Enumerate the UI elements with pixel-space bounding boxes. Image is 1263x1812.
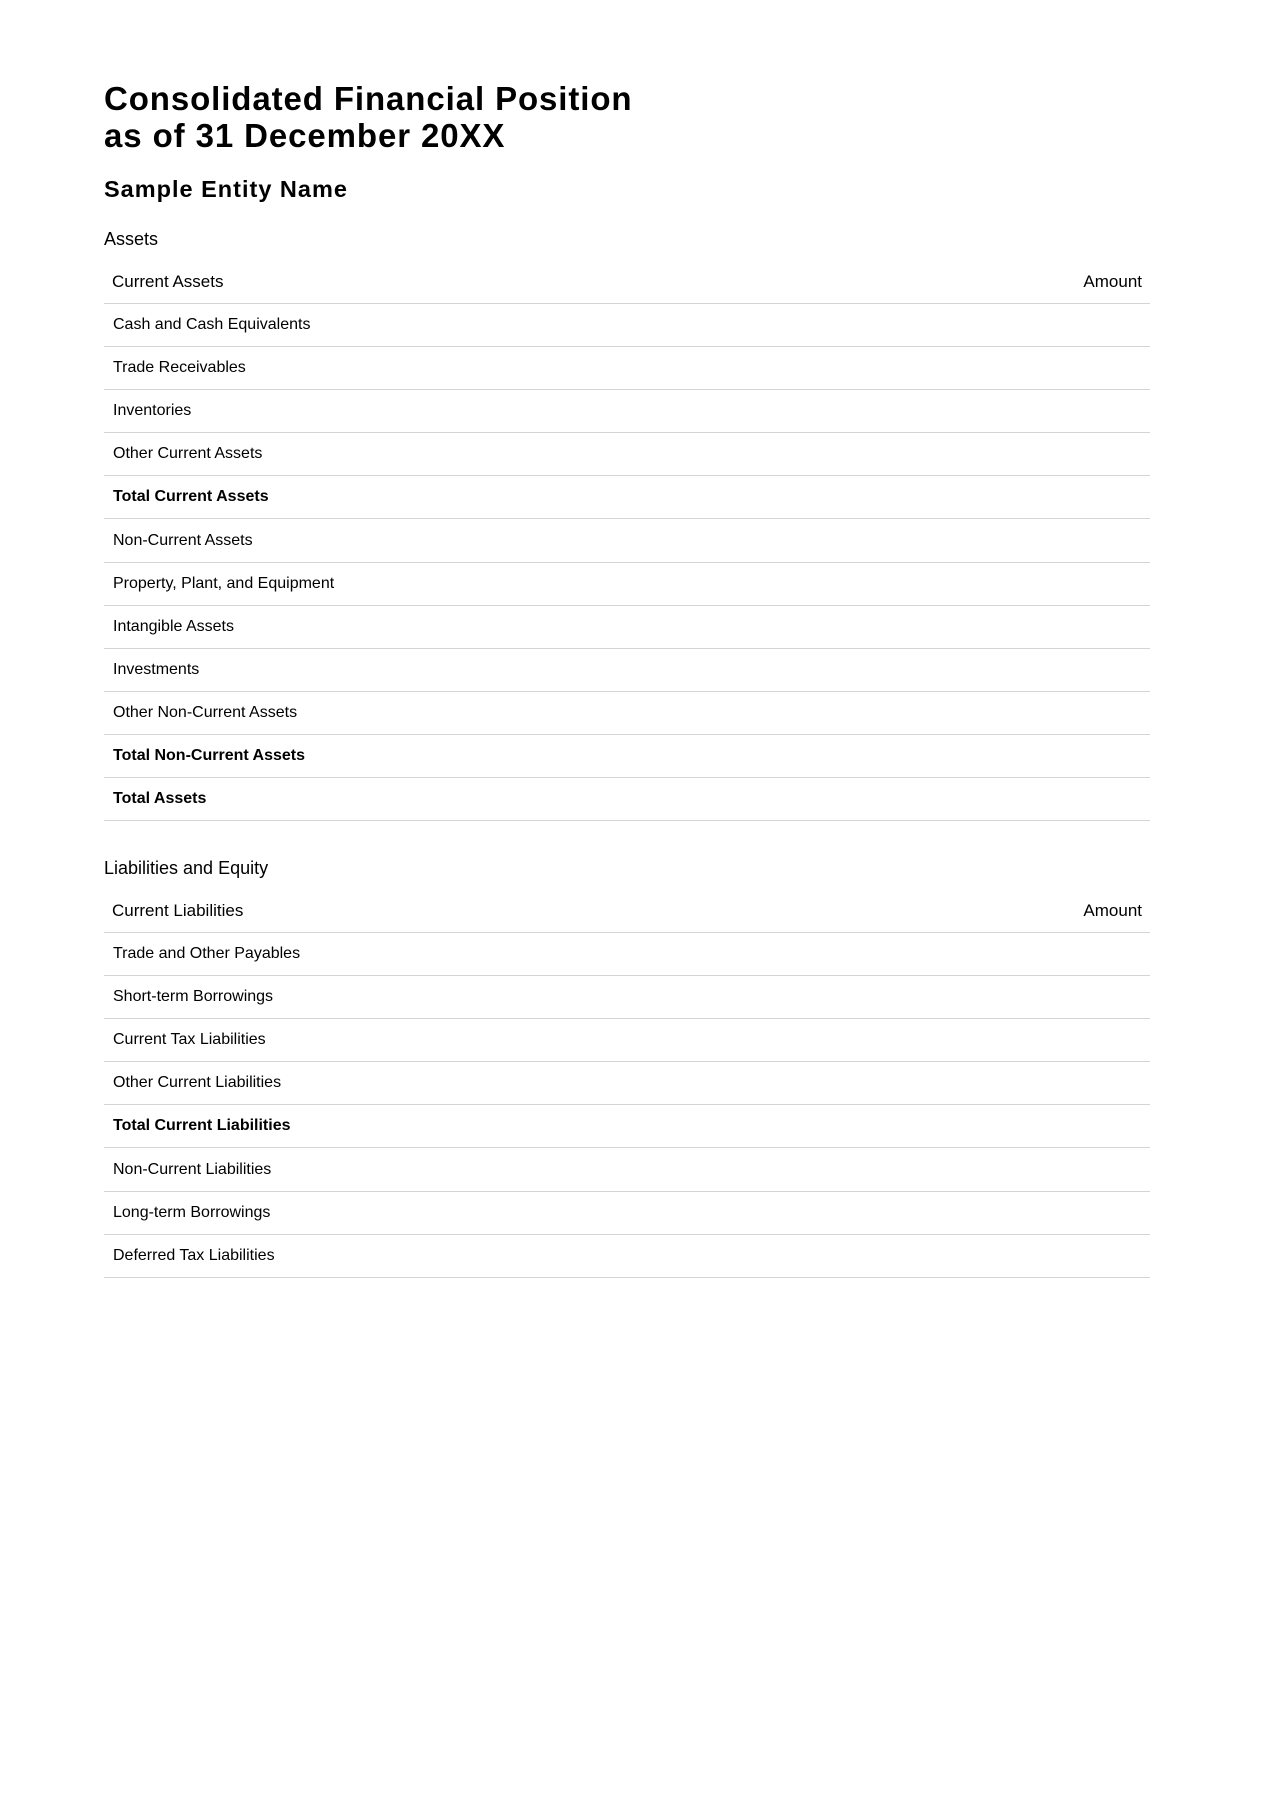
row-label: Cash and Cash Equivalents <box>104 304 974 347</box>
table-row <box>104 1235 1150 1278</box>
row-label: Intangible Assets <box>104 606 974 649</box>
row-amount <box>974 390 1150 433</box>
table-row <box>104 347 1150 390</box>
row-label: Other Non-Current Assets <box>104 692 974 735</box>
statement-title-line-1: Consolidated Financial Position <box>104 80 633 117</box>
table-row <box>104 390 1150 433</box>
liabilities-header-amount: Amount <box>974 889 1150 933</box>
liabilities-header-label: Current Liabilities <box>104 889 974 933</box>
assets-section-title: Assets <box>104 229 159 249</box>
table-row <box>104 933 1150 976</box>
assets-table <box>104 260 1150 821</box>
row-label: Total Current Liabilities <box>104 1105 974 1148</box>
liabilities-table <box>104 889 1150 1278</box>
row-amount <box>974 1192 1150 1235</box>
subsection-header-row <box>104 519 1150 563</box>
table-row <box>104 1019 1150 1062</box>
row-amount <box>974 649 1150 692</box>
row-label: Long-term Borrowings <box>104 1192 974 1235</box>
row-label: Other Current Liabilities <box>104 1062 974 1105</box>
table-row <box>104 692 1150 735</box>
row-label: Total Current Assets <box>104 476 974 519</box>
row-amount <box>974 304 1150 347</box>
row-amount <box>974 1062 1150 1105</box>
row-amount <box>974 933 1150 976</box>
row-amount <box>974 735 1150 778</box>
row-amount <box>974 1019 1150 1062</box>
row-amount <box>974 1105 1150 1148</box>
row-amount <box>974 606 1150 649</box>
row-amount <box>974 976 1150 1019</box>
total-row <box>104 778 1150 821</box>
row-label: Total Non-Current Assets <box>104 735 974 778</box>
row-label: Non-Current Assets <box>104 519 974 563</box>
row-amount <box>974 778 1150 821</box>
row-label: Investments <box>104 649 974 692</box>
row-label: Current Tax Liabilities <box>104 1019 974 1062</box>
liabilities-table-header <box>104 889 1150 933</box>
row-label: Short-term Borrowings <box>104 976 974 1019</box>
table-row <box>104 1062 1150 1105</box>
table-row <box>104 563 1150 606</box>
row-label: Total Assets <box>104 778 974 821</box>
table-row <box>104 649 1150 692</box>
table-row <box>104 433 1150 476</box>
row-amount <box>974 1235 1150 1278</box>
subtotal-row <box>104 1105 1150 1148</box>
row-amount <box>974 692 1150 735</box>
row-amount <box>974 433 1150 476</box>
assets-table-header <box>104 260 1150 304</box>
row-label: Property, Plant, and Equipment <box>104 563 974 606</box>
table-row <box>104 606 1150 649</box>
subtotal-row <box>104 476 1150 519</box>
row-amount <box>974 519 1150 563</box>
table-row <box>104 1192 1150 1235</box>
assets-header-label: Current Assets <box>104 260 974 304</box>
row-label: Other Current Assets <box>104 433 974 476</box>
liabilities-section-title: Liabilities and Equity <box>104 858 269 878</box>
row-amount <box>974 347 1150 390</box>
table-row <box>104 976 1150 1019</box>
row-label: Non-Current Liabilities <box>104 1148 974 1192</box>
subsection-header-row <box>104 1148 1150 1192</box>
assets-header-amount: Amount <box>974 260 1150 304</box>
row-amount <box>974 1148 1150 1192</box>
row-label: Deferred Tax Liabilities <box>104 1235 974 1278</box>
row-label: Trade Receivables <box>104 347 974 390</box>
statement-title-line-2: as of 31 December 20XX <box>104 117 506 154</box>
subtotal-row <box>104 735 1150 778</box>
entity-name: Sample Entity Name <box>104 176 348 202</box>
row-label: Trade and Other Payables <box>104 933 974 976</box>
statement-title <box>104 80 1150 154</box>
row-amount <box>974 476 1150 519</box>
row-label: Inventories <box>104 390 974 433</box>
row-amount <box>974 563 1150 606</box>
statement-content <box>104 80 1150 1278</box>
table-row <box>104 304 1150 347</box>
